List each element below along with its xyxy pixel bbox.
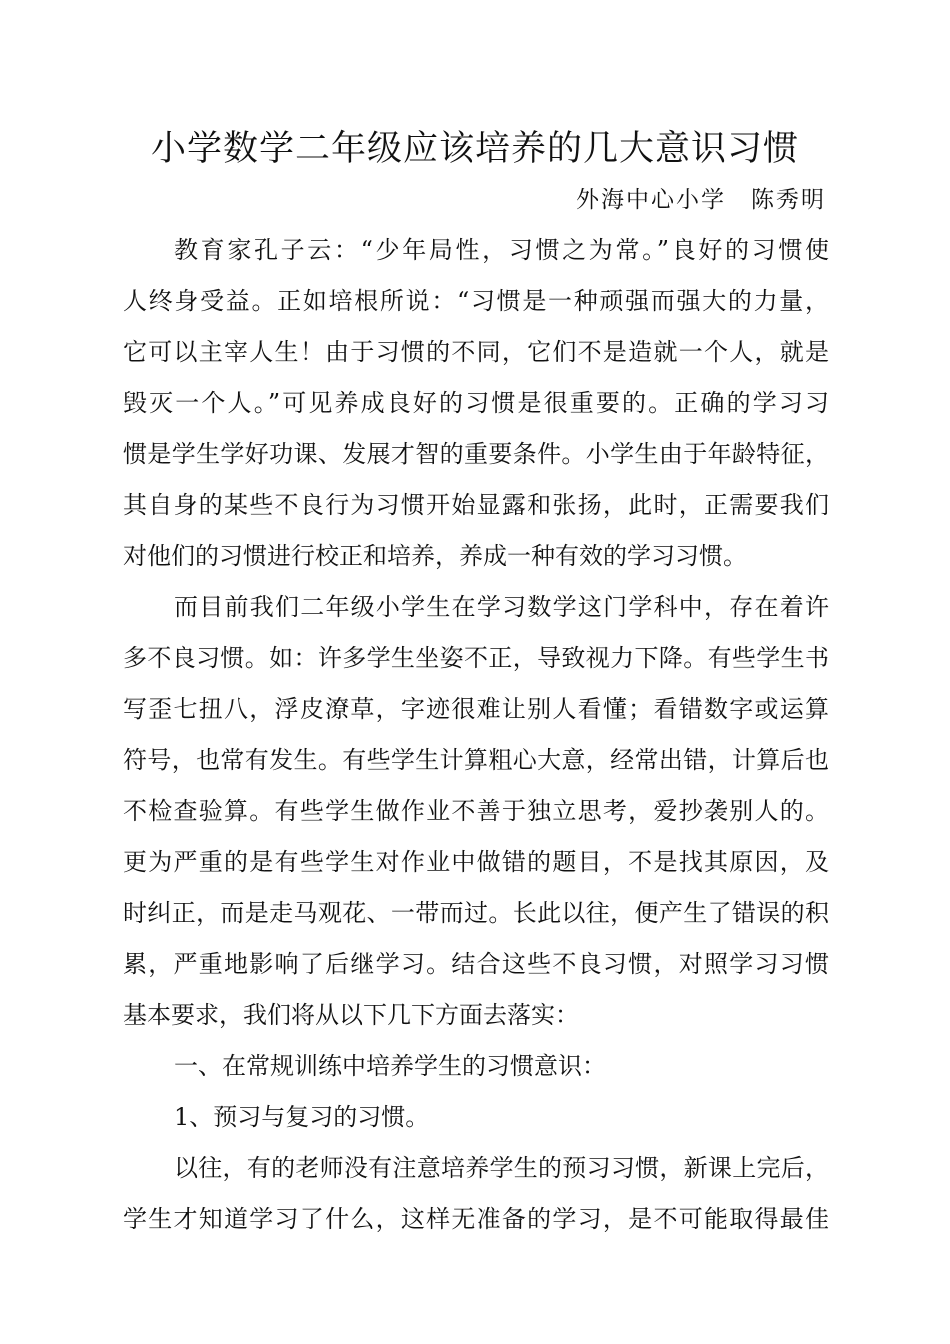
section-heading: 一、在常规训练中培养学生的习惯意识： [174, 1052, 606, 1080]
document-title: 小学数学二年级应该培养的几大意识习惯 [150, 129, 799, 169]
text-line: 学生才知道学习了什么，这样无准备的学习，是不可能取得最佳 [123, 1205, 829, 1233]
text-line: 毁灭一个人。”可见养成良好的习惯是很重要的。正确的学习习 [123, 389, 829, 417]
text-line: 时纠正，而是走马观花、一带而过。长此以往，便产生了错误的积 [123, 899, 829, 927]
text-line: 符号，也常有发生。有些学生计算粗心大意，经常出错，计算后也 [123, 746, 829, 774]
subsection-heading: 1、预习与复习的习惯。 [174, 1103, 430, 1131]
text-line: 其自身的某些不良行为习惯开始显露和张扬，此时，正需要我们 [123, 491, 829, 519]
text-line: 它可以主宰人生！由于习惯的不同，它们不是造就一个人，就是 [123, 338, 829, 366]
text-line: 多不良习惯。如：许多学生坐姿不正，导致视力下降。有些学生书 [123, 644, 829, 672]
author-line: 外海中心小学 陈秀明 [576, 187, 826, 213]
text-line: 基本要求，我们将从以下几下方面去落实： [123, 1001, 579, 1029]
text-line: 对他们的习惯进行校正和培养，养成一种有效的学习习惯。 [123, 542, 747, 570]
text-line: 人终身受益。正如培根所说：“习惯是一种顽强而强大的力量， [123, 287, 829, 315]
text-line: 而目前我们二年级小学生在学习数学这门学科中，存在着许 [174, 593, 829, 621]
text-line: 写歪七扭八，浮皮潦草，字迹很难让别人看懂；看错数字或运算 [123, 695, 829, 723]
text-line: 惯是学生学好功课、发展才智的重要条件。小学生由于年龄特征， [123, 440, 829, 468]
text-line: 教育家孔子云：“少年局性，习惯之为常。”良好的习惯使 [174, 236, 829, 264]
text-line: 更为严重的是有些学生对作业中做错的题目，不是找其原因，及 [123, 848, 829, 876]
text-line: 不检查验算。有些学生做作业不善于独立思考，爱抄袭别人的。 [123, 797, 829, 825]
text-line: 累，严重地影响了后继学习。结合这些不良习惯，对照学习习惯 [123, 950, 829, 978]
text-line: 以往，有的老师没有注意培养学生的预习习惯，新课上完后， [174, 1154, 829, 1182]
